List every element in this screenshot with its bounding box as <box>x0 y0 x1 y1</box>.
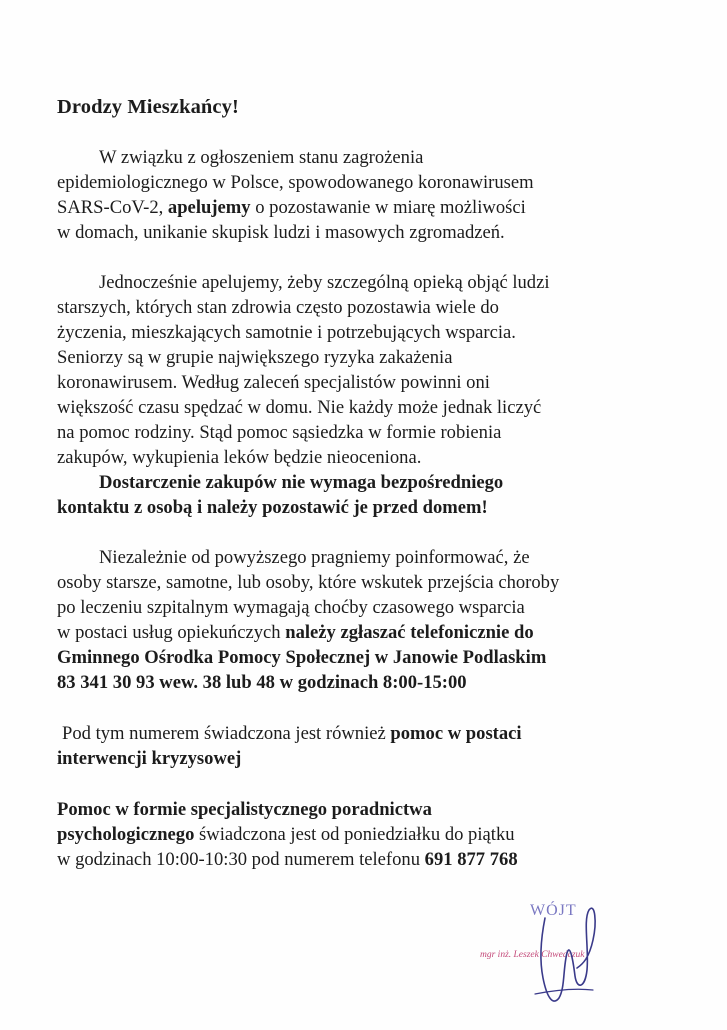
p1-line-1: W związku z ogłoszeniem stanu zagrożenia <box>99 147 424 168</box>
p2-line-6: większość czasu spędzać w domu. Nie każdy może jednak liczyć <box>57 397 542 418</box>
p5-line-2: psychologicznego świadczona jest od poniedziałku do piątku <box>57 824 515 845</box>
p2-line-3: życzenia, mieszkających samotnie i potrzebujących wsparcia. <box>57 322 516 343</box>
p2-line-5: koronawirusem. Według zaleceń specjalistów powinni oni <box>57 372 490 393</box>
stamp-title: WÓJT <box>530 902 577 919</box>
p2-line-8: zakupów, wykupienia leków będzie nieoceniona. <box>57 447 422 468</box>
p2-line-2: starszych, których stan zdrowia często pozostawia wiele do <box>57 297 499 318</box>
p5-line-1: Pomoc w formie specjalistycznego poradnictwa <box>57 799 432 820</box>
p2-line-9: Dostarczenie zakupów nie wymaga bezpośredniego <box>99 472 504 493</box>
handwritten-signature <box>475 898 645 1008</box>
stamp-name: mgr inż. Leszek Chwedczuk <box>480 950 585 960</box>
p3-line-1: Niezależnie od powyższego pragniemy poinformować, że <box>99 547 530 568</box>
p2-line-7: na pomoc rodziny. Stąd pomoc sąsiedzka w formie robienia <box>57 422 502 443</box>
p3-line-2: osoby starsze, samotne, lub osoby, które wskutek przejścia choroby <box>57 572 560 593</box>
p2-line-4: Seniorzy są w grupie największego ryzyka zakażenia <box>57 347 453 368</box>
p1-line-3: SARS-CoV-2, apelujemy o pozostawanie w miarę możliwości <box>57 197 526 218</box>
p3-line-6: 83 341 30 93 wew. 38 lub 48 w godzinach 8:00-15:00 <box>57 672 467 693</box>
p5-line-3: w godzinach 10:00-10:30 pod numerem telefonu 691 877 768 <box>57 849 518 870</box>
greeting-heading: Drodzy Mieszkańcy! <box>57 96 239 118</box>
p3-line-5: Gminnego Ośrodka Pomocy Społecznej w Janowie Podlaskim <box>57 647 547 668</box>
p1-line-2: epidemiologicznego w Polsce, spowodowanego koronawirusem <box>57 172 534 193</box>
p4-line-2: interwencji kryzysowej <box>57 748 242 769</box>
p2-line-10: kontaktu z osobą i należy pozostawić je przed domem! <box>57 497 488 518</box>
p3-line-4: w postaci usług opiekuńczych należy zgłaszać telefonicznie do <box>57 622 534 643</box>
p3-line-3: po leczeniu szpitalnym wymagają choćby czasowego wsparcia <box>57 597 525 618</box>
p2-line-1: Jednocześnie apelujemy, żeby szczególną opieką objąć ludzi <box>99 272 550 293</box>
p1-line-4: w domach, unikanie skupisk ludzi i masowych zgromadzeń. <box>57 222 505 243</box>
p4-line-1: Pod tym numerem świadczona jest również pomoc w postaci <box>62 723 522 744</box>
